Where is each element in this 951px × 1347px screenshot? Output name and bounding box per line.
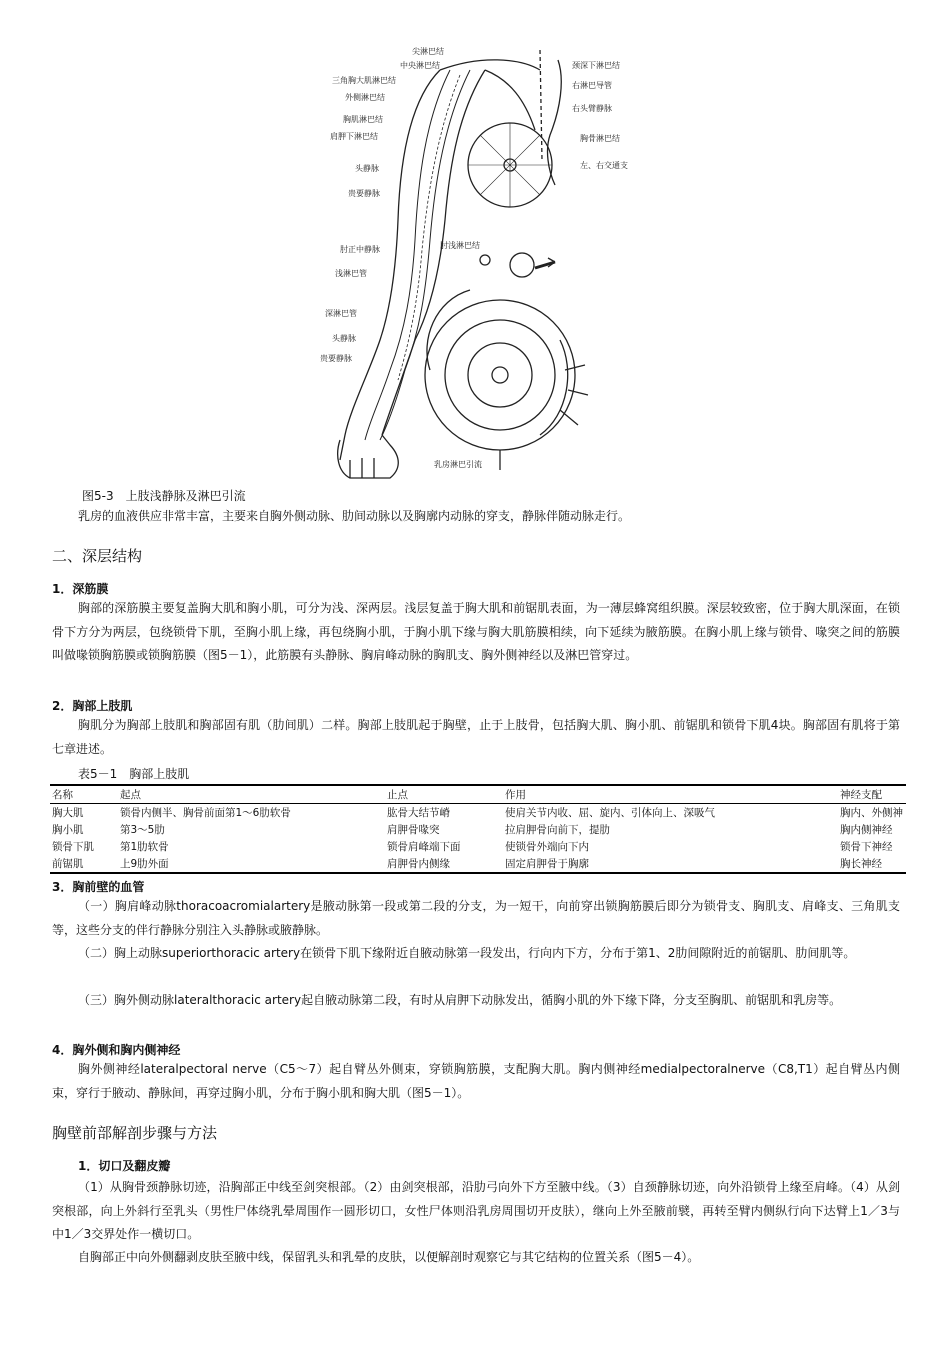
table-cell: 锁骨下肌 [52, 841, 94, 853]
table-cell: 胸长神经 [838, 855, 906, 873]
heading-chest-wall-vessels: 3．胸前壁的血管 [52, 880, 145, 894]
table-cell: 锁骨内侧半、胸骨前面第1～6肋软骨 [120, 807, 291, 819]
table-row [50, 855, 906, 873]
fig-label-cephalic-vein-lower: 头静脉 [332, 334, 356, 343]
fig-label-basilic-vein: 贵要静脉 [348, 189, 380, 198]
paragraph-pectoral-nerves: 胸外侧神经lateralpectoral nerve（C5～7）起自臂丛外侧束，穿锁胸筋膜，支配胸大肌。胸内侧神经medialpectoralnerve（C8,T1）起自臂丛内侧束，穿行于腋动、静脉间，再穿过胸小肌，分布于胸小肌和胸大肌（图5－1）。 [52, 1062, 900, 1100]
fig-label-deep-cervical-node: 颈深下淋巴结 [572, 61, 620, 70]
table-header-cell: 名称 [50, 785, 118, 804]
fig-label-superficial-lymph-vessel: 浅淋巴管 [335, 269, 367, 278]
table-cell: 使肩关节内收、屈、旋内、引体向上、深吸气 [505, 807, 715, 819]
section-heading-dissection-steps: 胸壁前部解剖步骤与方法 [52, 1124, 218, 1142]
paragraph-superior-thoracic-artery: （二）胸上动脉superiorthoracic artery在锁骨下肌下缘附近自腋动脉第一段发出，行向内下方，分布于第1、2肋间隙附近的前锯肌、肋间肌等。 [78, 946, 856, 960]
fig-label-communicating-branch: 左、右交通支 [580, 161, 628, 170]
table-header-cell: 止点 [385, 785, 503, 804]
fig-label-breast-lymph-drainage: 乳房淋巴引流 [434, 460, 482, 469]
paragraph-skin-reflection: 自胸部正中向外侧翻剥皮肤至腋中线，保留乳头和乳晕的皮肤，以便解剖时观察它与其它结构的位置关系（图5－4）。 [78, 1250, 700, 1264]
fig-label-basilic-vein-lower: 贵要静脉 [320, 354, 352, 363]
table-cell: 使锁骨外端向下内 [505, 841, 589, 853]
table-header-row [50, 785, 906, 804]
table-cell: 第3～5肋 [120, 824, 165, 836]
table-cell: 胸小肌 [52, 824, 84, 836]
muscle-table [50, 784, 906, 874]
fig-label-deep-lymph-vessel: 深淋巴管 [325, 309, 357, 318]
table-cell: 上9肋外面 [118, 855, 385, 873]
table-cell: 固定肩胛骨于胸廓 [503, 855, 838, 873]
table-cell: 锁骨肩峰端下面 [387, 841, 461, 853]
table-cell: 胸内、外侧神 [840, 807, 903, 819]
table-cell: 前锯肌 [50, 855, 118, 873]
table-header-cell: 起点 [118, 785, 385, 804]
heading-deep-fascia: 1．深筋膜 [52, 582, 109, 596]
table-row [50, 821, 906, 838]
fig-label-parasternal-node: 胸骨淋巴结 [580, 134, 620, 143]
table-row [50, 804, 906, 822]
heading-pectoral-nerves: 4．胸外侧和胸内侧神经 [52, 1043, 181, 1057]
figure-caption: 图5-3 上肢浅静脉及淋巴引流 [82, 489, 246, 503]
table-cell: 锁骨下神经 [840, 841, 893, 853]
fig-label-right-lymph-duct: 右淋巴导管 [572, 81, 612, 90]
fig-label-cephalic-vein: 头静脉 [355, 164, 379, 173]
paragraph-thoracoacromial-artery: （一）胸肩峰动脉thoracoacromialartery是腋动脉第一段或第二段的分支，为一短干，向前穿出锁胸筋膜后即分为锁骨支、胸肌支、肩峰支、三角肌支等，这些分支的伴行静脉分别注入头静脉或腋静脉。 [52, 899, 900, 937]
heading-thoracic-limb-muscles: 2．胸部上肢肌 [52, 699, 133, 713]
fig-label-median-cubital-vein: 肘正中静脉 [340, 245, 380, 254]
table-cell: 胸内侧神经 [840, 824, 893, 836]
table-cell: 拉肩胛骨向前下，提肋 [505, 824, 610, 836]
table-cell: 第1肋软骨 [120, 841, 169, 853]
fig-label-apical-node: 尖淋巴结 [412, 47, 444, 56]
fig-label-central-node: 中央淋巴结 [400, 61, 440, 70]
table-cell: 肩胛骨内侧缘 [385, 855, 503, 873]
table-header-cell: 作用 [503, 785, 838, 804]
table-cell: 肩胛骨喙突 [387, 824, 440, 836]
table-cell: 胸大肌 [52, 807, 84, 819]
paragraph-blood-supply: 乳房的血液供应非常丰富，主要来自胸外侧动脉、肋间动脉以及胸廓内动脉的穿支，静脉伴随动脉走行。 [78, 509, 631, 523]
fig-label-subscapular-node: 肩胛下淋巴结 [330, 132, 378, 141]
paragraph-incision: （1）从胸骨颈静脉切迹，沿胸部正中线至剑突根部。（2）由剑突根部，沿肋弓向外下方至腋中线。（3）自颈静脉切迹，向外沿锁骨上缘至肩峰。（4）从剑突根部，向上外斜行至乳头（男性尸体绕乳晕周围作一圆形切口，女性尸体则沿乳房周围切开皮肤），继向上外至腋前襞，再转至臂内侧纵行向下达臂上1／3与中1／3交界处作一横切口。 [52, 1180, 900, 1241]
table-cell: 肱骨大结节嵴 [387, 807, 450, 819]
paragraph-thoracic-limb-muscles: 胸肌分为胸部上肢肌和胸部固有肌（肋间肌）二样。胸部上肢肌起于胸壁，止于上肢骨，包括胸大肌、胸小肌、前锯肌和锁骨下肌4块。胸部固有肌将于第七章进述。 [52, 718, 900, 756]
fig-label-right-brachiocephalic-vein: 右头臂静脉 [572, 104, 612, 113]
table-row [50, 838, 906, 855]
fig-label-deltopectoral-node: 三角胸大肌淋巴结 [332, 76, 396, 85]
paragraph-deep-fascia: 胸部的深筋膜主要复盖胸大肌和胸小肌，可分为浅、深两层。浅层复盖于胸大肌和前锯肌表面，为一薄层蜂窝组织膜。深层较致密，位于胸大肌深面，在锁骨下方分为两层，包绕锁骨下肌，至胸小肌上缘，再包绕胸小肌，于胸小肌下缘与胸大肌筋膜相续，向下延续为腋筋膜。在胸小肌上缘与锁骨、喙突之间的筋膜叫做喙锁胸筋膜或锁胸筋膜（图5－1），此筋膜有头静脉、胸肩峰动脉的胸肌支、胸外侧神经以及淋巴管穿过。 [52, 601, 900, 662]
fig-label-lateral-node: 外侧淋巴结 [345, 93, 385, 102]
table-title: 表5－1 胸部上肢肌 [78, 767, 190, 781]
paragraph-lateral-thoracic-artery: （三）胸外侧动脉lateralthoracic artery起自腋动脉第二段，有时从肩胛下动脉发出，循胸小肌的外下缘下降，分支至胸肌、前锯肌和乳房等。 [78, 993, 842, 1007]
section-heading-deep-structure: 二、深层结构 [52, 547, 143, 565]
heading-incision: 1．切口及翻皮瓣 [78, 1159, 171, 1173]
fig-label-cubital-node: 肘浅淋巴结 [440, 241, 480, 250]
anatomy-figure [310, 40, 655, 480]
table-header-cell: 神经支配 [838, 785, 906, 804]
fig-label-pectoral-node: 胸肌淋巴结 [343, 115, 383, 124]
